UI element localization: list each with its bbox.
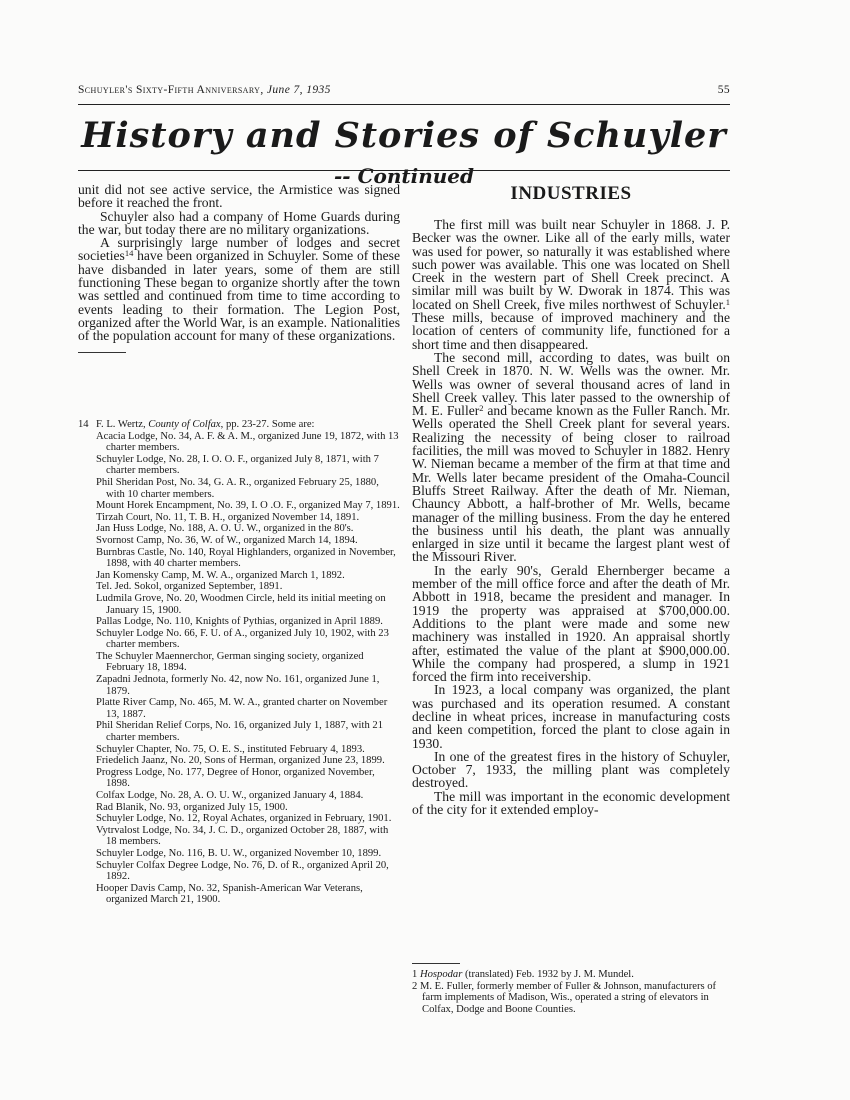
organization-entry: Phil Sheridan Relief Corps, No. 16, organized July 1, 1887, with 21 charter members. xyxy=(96,720,383,744)
organization-entry: Tirzah Court, No. 11, T. B. H., organized November 14, 1891. xyxy=(96,511,360,523)
organization-entry: Colfax Lodge, No. 28, A. O. U. W., organized January 4, 1884. xyxy=(96,790,364,801)
footnote-text: (translated) Feb. 1932 by J. M. Mundel. xyxy=(465,969,634,980)
organization-entry: Platte River Camp, No. 465, M. W. A., granted charter on November 13, 1887. xyxy=(96,697,388,720)
banner-continued: -- Continued xyxy=(334,164,474,188)
organization-entry: Schuyler Chapter, No. 75, O. E. S., instituted February 4, 1893. xyxy=(96,743,365,755)
organization-entry: Schuyler Lodge, No. 28, I. O. O. F., organized July 8, 1871, with 7 charter members. xyxy=(96,453,379,477)
paragraph: In 1923, a local company was organized, the plant was purchased and its operation resumed. A constant decline in wheat prices, increase in manufacturing costs and keen competition, forced the plant to close again in 1930. xyxy=(412,682,730,751)
organization-entry: Jan Komensky Camp, M. W. A., organized March 1, 1892. xyxy=(96,569,345,581)
text-run: A surprisingly large number of lodges and secret societies xyxy=(78,235,400,264)
footnote-author: F. L. Wertz, xyxy=(96,419,146,430)
organization-entry: Pallas Lodge, No. 110, Knights of Pythias, organized in April 1889. xyxy=(96,616,383,628)
footnote-source: Hospodar xyxy=(419,969,463,980)
organization-entry: Schuyler Lodge, No. 12, Royal Achates, organized in February, 1901. xyxy=(96,813,392,825)
footnote-ref-1: 1 xyxy=(725,296,730,307)
footnote-14 xyxy=(78,419,400,906)
organization-entry: The Schuyler Maennerchor, German singing society, organized February 18, 1894. xyxy=(96,650,364,674)
page-number: 55 xyxy=(717,84,730,96)
paragraph-lodges xyxy=(78,236,400,342)
publication-title: Schuyler's Sixty-Fifth Anniversary, xyxy=(78,84,264,96)
organization-entry: Zapadni Jednota, formerly No. 42, now No. 161, organized June 1, 1879. xyxy=(96,674,380,697)
organization-entry: Mount Horek Encampment, No. 39, I. O .O. F., organized May 7, 1891. xyxy=(96,500,400,512)
organization-entry: Acacia Lodge, No. 34, A. F. & A. M., organized June 19, 1872, with 13 charter members. xyxy=(96,430,399,454)
section-heading: INDUSTRIES xyxy=(510,183,632,204)
footnote-source: County of Colfax xyxy=(148,419,221,430)
paragraph: Schuyler also had a company of Home Guards during the war, but today there are no military organizations. xyxy=(78,208,400,237)
organization-entry: Phil Sheridan Post, No. 34, G. A. R., organized February 25, 1880, with 10 charter members. xyxy=(96,476,379,500)
text-run: These mills, because of improved machinery and the location of centers of community life, functioned for a short time and then disappeared. xyxy=(412,310,730,352)
paragraph: In one of the greatest fires in the history of Schuyler, October 7, 1933, the milling plant was completely destroyed. xyxy=(412,748,730,791)
banner-title: History and Stories of Schuyler xyxy=(81,115,727,156)
header-rule-top xyxy=(78,104,730,105)
footnote-intro xyxy=(96,419,400,431)
header-rule-bottom xyxy=(78,170,730,171)
text-run: and became known as the Fuller Ranch. Mr. Wells operated the Shell Creek plant for several years. Realizing the necessity of being closer to railroad facilities, the mill was moved to Schuyler in 1882. Henry W. Nieman became a member of the firm at that time and Mr. Wells later became president of the Omaha-Council Bluffs Street Railway. After the death of Mr. Nieman, Chauncy Abbott, a half-brother of Mr. Wells, became manager of the milling business. From the day he entered the business until his death, the plant was annually enlarged in size until it became the largest plant west of the Missouri River. xyxy=(412,403,730,565)
text-run: have been organized in Schuyler. Some of these have disbanded in later years, some of them are still functioning These began to organize shortly after the town was settled and continued from time to time according to events leading to their formation. The Legion Post, organized after the World War, is an example. Nationalities of the population account for many of these organizations. xyxy=(78,248,400,344)
paragraph: The mill was important in the economic development of the city for it extended employ- xyxy=(412,788,730,818)
organization-entry: Ludmila Grove, No. 20, Woodmen Circle, held its initial meeting on January 15, 1900. xyxy=(96,592,386,616)
footnote-ref-2: 2 xyxy=(479,403,484,414)
left-column xyxy=(78,183,400,359)
running-head xyxy=(78,84,730,98)
footnote-rule xyxy=(78,352,126,353)
organization-entry: Jan Huss Lodge, No. 188, A. O. U. W., organized in the 80's. xyxy=(96,523,354,535)
footnote-text: M. E. Fuller, formerly member of Fuller & Johnson, manufacturers of farm implements of Madison, Wis., operated a string of elevators in Colfax, Dodge and Boone Counties. xyxy=(419,980,717,1015)
organization-entry: Schuyler Lodge, No. 116, B. U. W., organized November 10, 1899. xyxy=(96,847,382,859)
footnote-pages: , pp. 23-27. Some are: xyxy=(220,419,315,430)
organization-entry: Schuyler Colfax Degree Lodge, No. 76, D. of R., organized April 20, 1892. xyxy=(96,859,389,883)
organization-entry: Progress Lodge, No. 177, Degree of Honor, organized November, 1898. xyxy=(96,766,375,790)
organization-entry: Svornost Camp, No. 36, W. of W., organized March 14, 1894. xyxy=(96,534,358,546)
organization-entry: Vytrvalost Lodge, No. 34, J. C. D., organized October 28, 1887, with 18 members. xyxy=(96,824,389,848)
footnote-2 xyxy=(412,981,730,1016)
text-run: The second mill, according to dates, was built on Shell Creek in 1870. N. W. Wells was the owner. Mr. Wells was owner of several thousand acres of land in Shell Creek valley. This later passed to the ownership of M. E. Fuller xyxy=(412,349,730,419)
organization-list xyxy=(78,431,400,906)
footnote-number: 14 xyxy=(78,419,89,430)
footnote-ref-14: 14 xyxy=(124,248,134,259)
organization-entry: Friedelich Jaanz, No. 20, Sons of Herman, organized June 23, 1899. xyxy=(96,755,385,767)
organization-entry: Rad Blanik, No. 93, organized July 15, 1900. xyxy=(96,801,288,813)
footnote-1 xyxy=(412,969,730,981)
footnote-number: 1 xyxy=(412,969,418,980)
organization-entry: Schuyler Lodge No. 66, F. U. of A., organized July 10, 1902, with 23 charter members. xyxy=(96,627,389,651)
footnote-number: 2 xyxy=(412,980,418,992)
paragraph xyxy=(412,351,730,564)
section-banner xyxy=(78,108,730,188)
footnote-rule xyxy=(412,963,460,964)
paragraph: In the early 90's, Gerald Ehernberger became a member of the mill office force and after the death of Mr. Abbott in 1918, became the president and manager. In 1919 the property was appraised at $700,000.00. Additions to the plant were made and some new machinery was installed in 1920. An appraisal shortly after, estimated the value of the plant at $900,000.00. While the company had prospered, a slump in 1921 forced the firm into receivership. xyxy=(412,562,730,685)
organization-entry: Tel. Jed. Sokol, organized September, 1891. xyxy=(96,581,283,593)
right-column xyxy=(412,183,730,816)
paragraph xyxy=(412,218,730,351)
publication-date: June 7, 1935 xyxy=(266,84,331,96)
text-run: The first mill was built near Schuyler in 1868. J. P. Becker was the owner. Like all of the early mills, water was used for power, so naturally it was established where such power was available. This one was located on Shell Creek in the western part of Shell Creek precinct. A similar mill was built by W. Dworak in 1874. This was located on Shell Creek, five miles northwest of Schuyler. xyxy=(412,217,730,312)
organization-entry: Burnbras Castle, No. 140, Royal Highlanders, organized in November, 1898, with 40 charter members. xyxy=(96,546,396,570)
right-footnotes xyxy=(412,963,730,1015)
organization-entry: Hooper Davis Camp, No. 32, Spanish-American War Veterans, organized March 21, 1900. xyxy=(96,882,363,906)
paragraph: unit did not see active service, the Armistice was signed before it reached the front. xyxy=(78,182,400,211)
